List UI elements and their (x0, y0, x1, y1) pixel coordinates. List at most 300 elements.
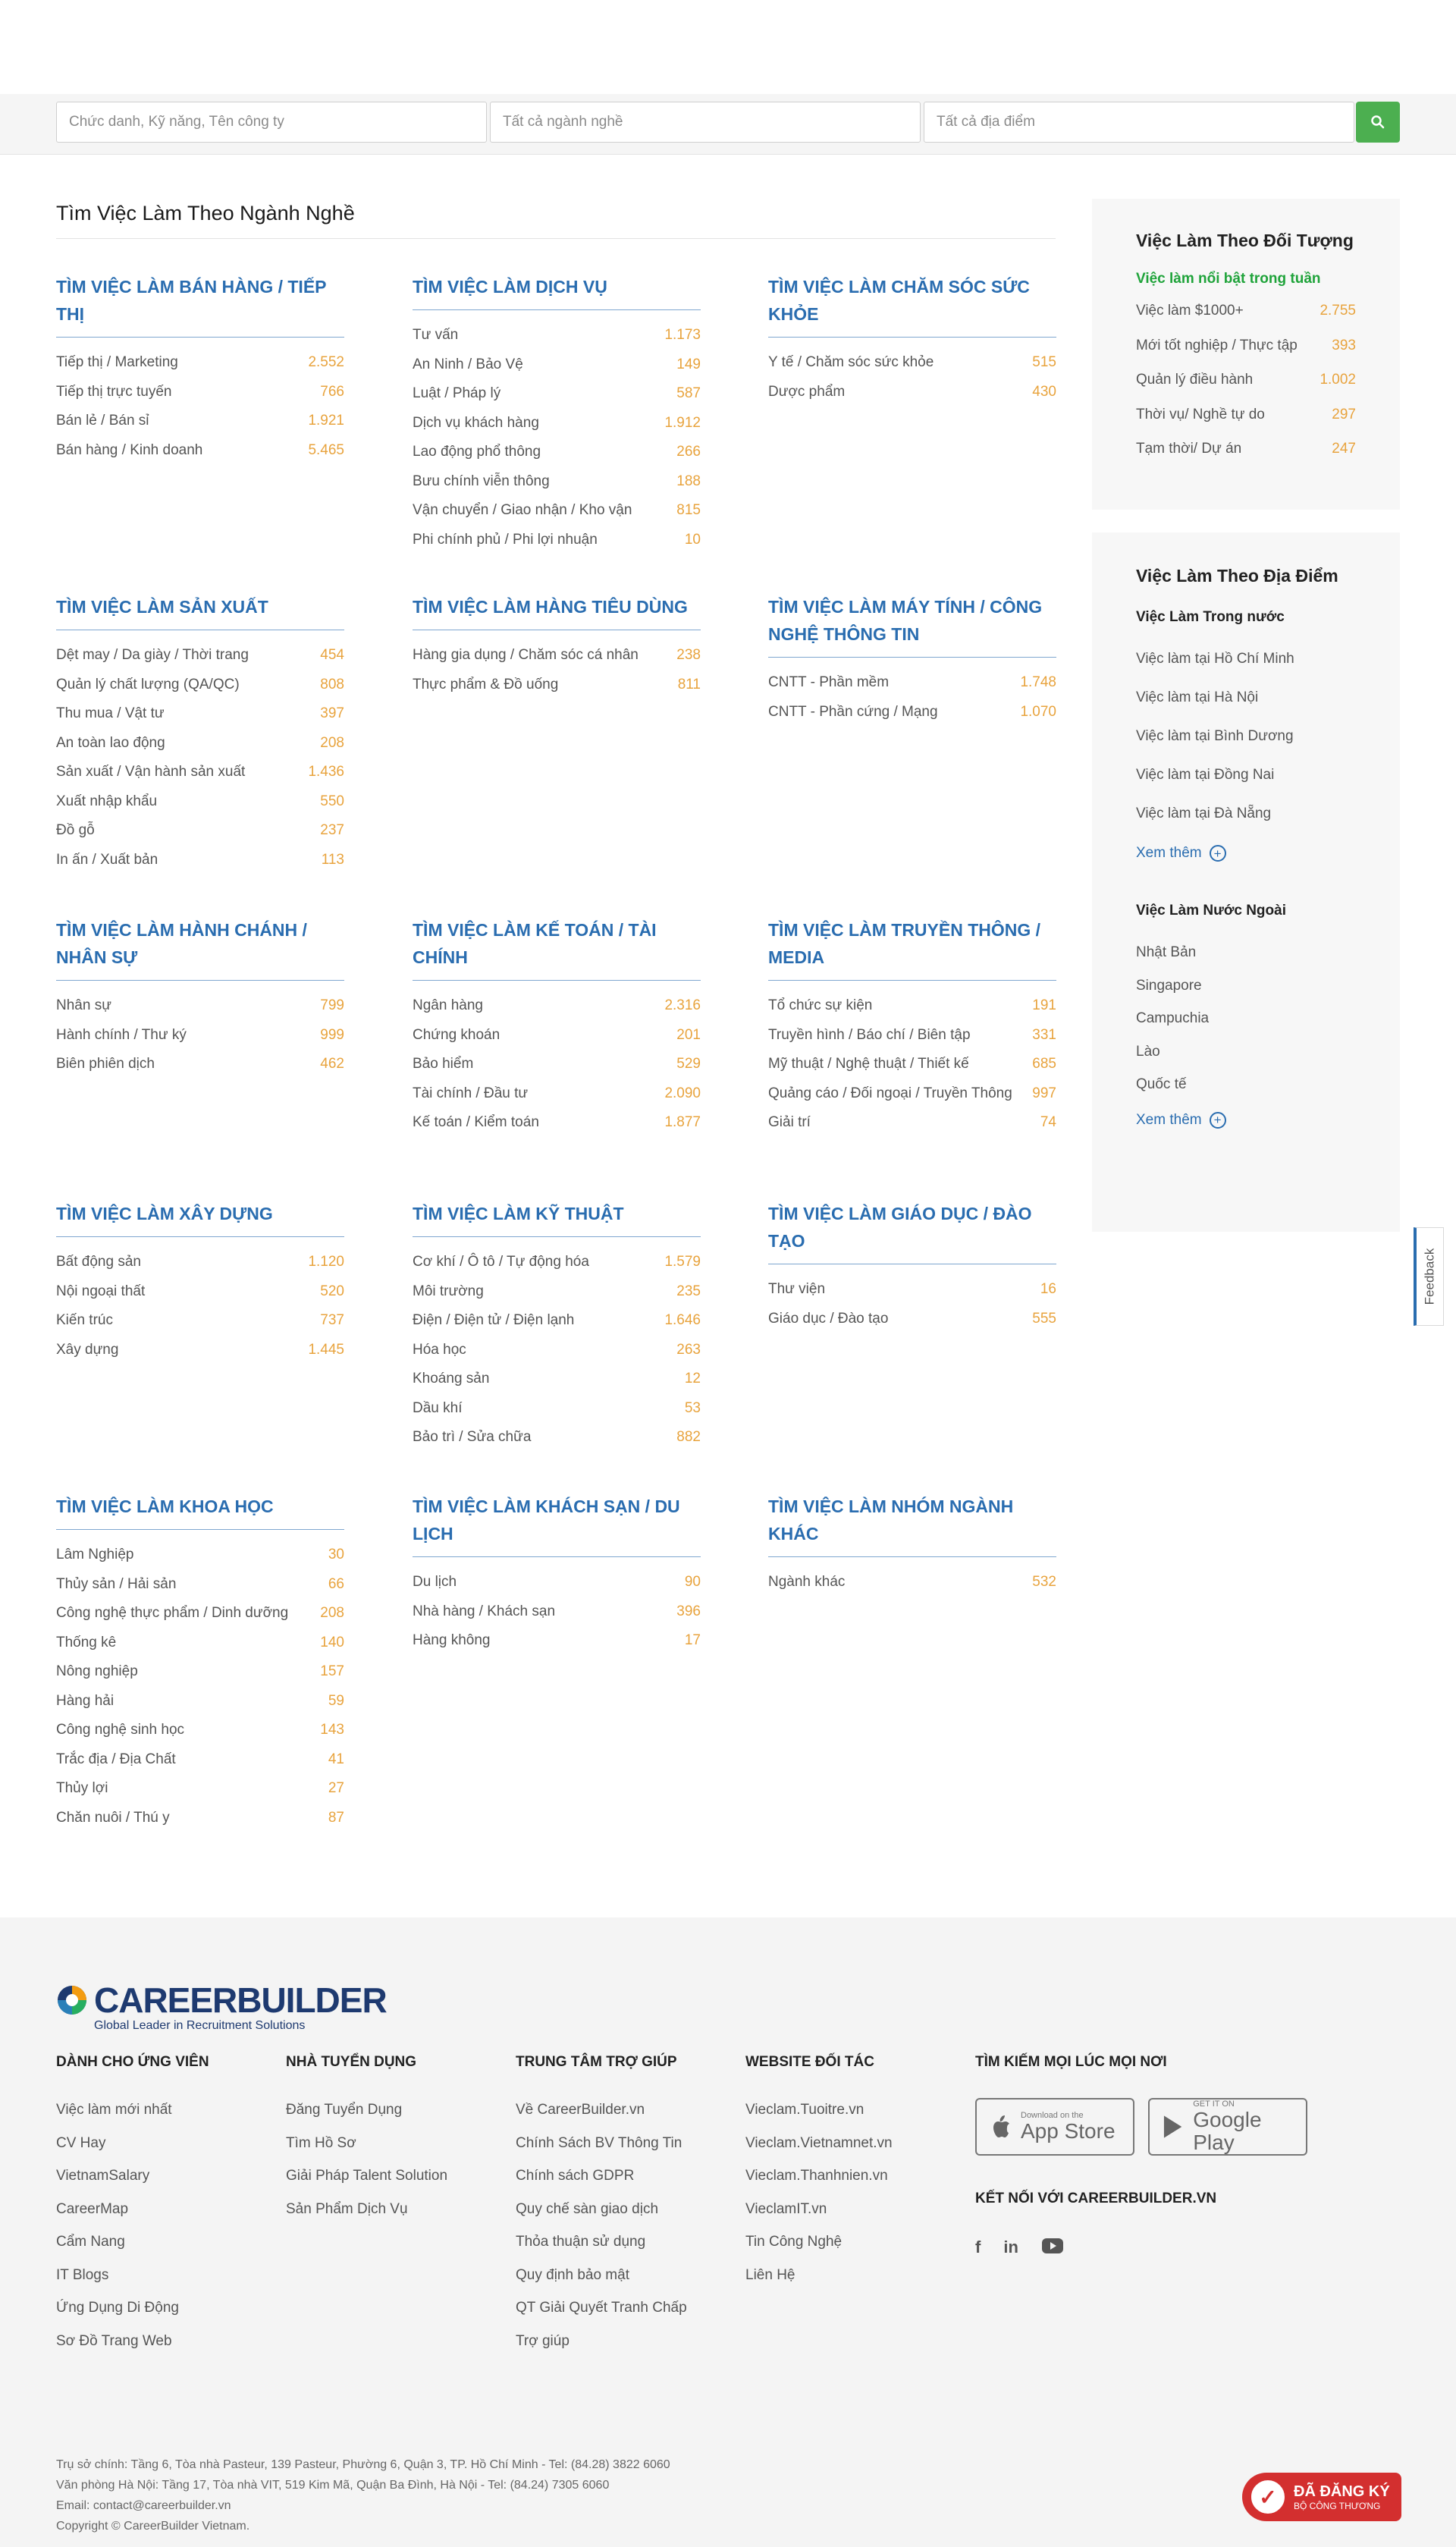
social-links (975, 2238, 1064, 2259)
search-button[interactable] (1356, 102, 1400, 143)
category-item[interactable] (56, 1804, 344, 1833)
target-item-count: 1.002 (1320, 372, 1356, 388)
category-item-count: 30 (328, 1547, 344, 1562)
category-item-name: Hóa học (413, 1341, 466, 1358)
foreign-location-link[interactable]: Nhật Bản (1136, 944, 1197, 960)
category-title[interactable]: TÌM VIỆC LÀM KHÁCH SẠN / DU LỊCH (413, 1496, 680, 1544)
category-item[interactable] (413, 438, 701, 467)
footer-link[interactable]: Quy định bảo mật (516, 2266, 629, 2283)
sidebar-target-title: Việc Làm Theo Đối Tượng (1136, 231, 1354, 250)
category-title[interactable]: TÌM VIỆC LÀM NHÓM NGÀNH KHÁC (768, 1496, 1014, 1544)
foreign-location-link[interactable]: Singapore (1136, 977, 1202, 994)
category-item-count: 1.436 (308, 764, 344, 780)
category-title[interactable]: TÌM VIỆC LÀM HÀNH CHÁNH / NHÂN SỰ (56, 920, 307, 967)
category-item-name: Tiếp thị trực tuyến (56, 383, 172, 400)
category-item[interactable] (413, 496, 701, 526)
footer-link[interactable]: Ứng Dụng Di Động (56, 2300, 179, 2316)
category-item[interactable] (413, 350, 701, 380)
category-item-count: 266 (676, 444, 701, 460)
footer-link[interactable]: QT Giải Quyết Tranh Chấp (516, 2300, 687, 2316)
category-item[interactable] (768, 668, 1056, 698)
target-item[interactable] (1136, 432, 1356, 466)
company-address (56, 2454, 670, 2536)
category-item[interactable] (56, 846, 344, 875)
category-title[interactable]: TÌM VIỆC LÀM SẢN XUẤT (56, 597, 268, 617)
category-item-name: Tư vấn (413, 327, 459, 343)
category-item[interactable] (56, 991, 344, 1021)
foreign-more-link[interactable] (1136, 1112, 1356, 1129)
category-title[interactable]: TÌM VIỆC LÀM BÁN HÀNG / TIẾP THỊ (56, 277, 327, 324)
domestic-title: Việc Làm Trong nước (1136, 609, 1285, 625)
category-item-name: Nhân sự (56, 997, 111, 1013)
category-item-count: 685 (1032, 1056, 1056, 1072)
category-item[interactable] (768, 1021, 1056, 1051)
registered-badge[interactable] (1242, 2473, 1401, 2521)
footer-link[interactable]: Quy chế sàn giao dịch (516, 2200, 659, 2217)
footer-link[interactable]: VieclamIT.vn (745, 2200, 827, 2217)
category-item-count: 811 (677, 676, 701, 692)
category-item-count: 999 (320, 1026, 344, 1043)
category-item[interactable] (413, 641, 701, 671)
category-item-count: 66 (328, 1575, 344, 1592)
footer-link[interactable]: Giải Pháp Talent Solution (286, 2168, 448, 2184)
social-title: KẾT NỐI VỚI CAREERBUILDER.VN (975, 2191, 1217, 2206)
footer-link[interactable]: CareerMap (56, 2200, 129, 2217)
footer-link[interactable]: Cẩm Nang (56, 2234, 125, 2250)
category-item-count: 41 (328, 1751, 344, 1767)
footer-column-title: WEBSITE ĐỐI TÁC (745, 2054, 874, 2070)
category-item-name: Du lịch (413, 1574, 457, 1590)
category-item[interactable] (413, 671, 701, 700)
category-item-name: Khoáng sản (413, 1371, 490, 1387)
search-icon (1370, 115, 1385, 130)
category-item-count: 113 (321, 851, 344, 868)
category-item-count: 10 (684, 531, 701, 548)
category-item-name: Nội ngoại thất (56, 1283, 146, 1299)
category-block (56, 916, 344, 1079)
category-divider (56, 1529, 344, 1530)
category-item[interactable] (413, 467, 701, 497)
category-item-count: 454 (320, 647, 344, 663)
footer-link[interactable]: Vieclam.Tuoitre.vn (745, 2102, 864, 2118)
category-item[interactable] (56, 787, 344, 817)
plus-circle-icon: + (1210, 845, 1226, 862)
domestic-location-link[interactable]: Việc làm tại Hà Nội (1136, 689, 1259, 705)
category-item[interactable] (56, 1657, 344, 1687)
target-item-name: Tạm thời/ Dự án (1136, 441, 1242, 457)
googleplay-small: GET IT ON (1193, 2099, 1235, 2109)
category-item[interactable] (413, 1248, 701, 1277)
category-title[interactable]: TÌM VIỆC LÀM CHĂM SÓC SỨC KHỎE (768, 277, 1030, 324)
category-title[interactable]: TÌM VIỆC LÀM XÂY DỰNG (56, 1204, 273, 1223)
category-item-count: 520 (320, 1283, 344, 1299)
category-item-count: 201 (676, 1026, 701, 1043)
footer-column-title: DÀNH CHO ỨNG VIÊN (56, 2054, 209, 2070)
category-item-name: Trắc địa / Địa Chất (56, 1751, 176, 1767)
category-item-count: 237 (320, 822, 344, 838)
category-item[interactable] (413, 1394, 701, 1424)
category-block (56, 1493, 344, 1833)
footer-link[interactable]: Tìm Hồ Sơ (286, 2134, 356, 2151)
footer-link[interactable]: Đăng Tuyển Dụng (286, 2102, 403, 2118)
category-item[interactable] (413, 1079, 701, 1109)
category-item[interactable] (56, 1306, 344, 1336)
target-list (1136, 294, 1356, 466)
check-icon: ✓ (1248, 2477, 1288, 2517)
domestic-location-link[interactable]: Việc làm tại Đồng Nai (1136, 767, 1275, 783)
category-divider (56, 980, 344, 981)
category-item-name: CNTT - Phần cứng / Mạng (768, 703, 938, 720)
category-item-count: 149 (676, 356, 701, 372)
category-item-count: 808 (320, 676, 344, 692)
address-line: Copyright © CareerBuilder Vietnam. (56, 2520, 250, 2533)
footer-link[interactable]: Sản Phẩm Dịch Vụ (286, 2200, 408, 2217)
category-item-name: CNTT - Phần mềm (768, 674, 890, 690)
category-item[interactable] (413, 1108, 701, 1138)
category-block (413, 593, 701, 699)
category-item-name: Bảo hiểm (413, 1056, 474, 1072)
category-item-name: Quản lý chất lượng (QA/QC) (56, 676, 240, 692)
category-item-name: Ngành khác (768, 1574, 846, 1590)
category-item[interactable] (413, 1597, 701, 1627)
footer-link[interactable]: Chính sách GDPR (516, 2168, 635, 2184)
category-item[interactable] (413, 1277, 701, 1307)
category-item[interactable] (56, 1599, 344, 1628)
category-item[interactable] (768, 348, 1056, 378)
category-item-name: Bán lẻ / Bán sỉ (56, 413, 149, 429)
location-select[interactable]: Tất cả địa điểm (924, 102, 1354, 143)
category-item-count: 2.090 (664, 1085, 701, 1101)
category-item[interactable] (56, 1716, 344, 1745)
category-item-count: 263 (676, 1341, 701, 1358)
category-item[interactable] (768, 1050, 1056, 1079)
category-item-name: Bưu chính viễn thông (413, 473, 550, 489)
category-item[interactable] (768, 378, 1056, 407)
category-item-name: Công nghệ thực phẩm / Dinh dưỡng (56, 1605, 289, 1621)
category-item[interactable] (56, 407, 344, 436)
google-play-button[interactable] (1148, 2098, 1307, 2156)
category-item[interactable] (413, 1021, 701, 1051)
category-item[interactable] (768, 1108, 1056, 1138)
category-block (413, 916, 701, 1138)
industry-select[interactable]: Tất cả ngành nghề (490, 102, 921, 143)
category-item[interactable] (768, 698, 1056, 727)
category-item-count: 140 (320, 1634, 344, 1650)
category-item[interactable] (56, 671, 344, 700)
category-item-count: 529 (676, 1056, 701, 1072)
category-item-name: Chăn nuôi / Thú y (56, 1809, 170, 1826)
category-item[interactable] (56, 1687, 344, 1716)
feedback-tab[interactable] (1414, 1227, 1444, 1326)
category-item[interactable] (56, 1336, 344, 1365)
footer-link[interactable]: Trợ giúp (516, 2332, 570, 2349)
category-item[interactable] (413, 1626, 701, 1656)
category-title[interactable]: TÌM VIỆC LÀM TRUYỀN THÔNG / MEDIA (768, 920, 1041, 967)
category-item-count: 997 (1032, 1085, 1056, 1101)
category-item[interactable] (56, 1628, 344, 1658)
foreign-list (1136, 936, 1356, 1101)
category-item-name: Lao động phổ thông (413, 444, 541, 460)
category-item-count: 27 (328, 1780, 344, 1796)
category-item-count: 90 (684, 1574, 701, 1590)
category-item-count: 532 (1032, 1574, 1056, 1590)
foreign-location-link[interactable]: Lào (1136, 1043, 1160, 1060)
category-title[interactable]: TÌM VIỆC LÀM KỸ THUẬT (413, 1204, 624, 1223)
category-item-count: 462 (320, 1056, 344, 1072)
category-item-name: Vận chuyển / Giao nhận / Kho vận (413, 502, 632, 518)
youtube-icon[interactable] (1041, 2238, 1064, 2259)
more-label: Xem thêm (1136, 845, 1202, 861)
category-item-name: Dược phẩm (768, 383, 846, 400)
foreign-title: Việc Làm Nước Ngoài (1136, 903, 1286, 919)
footer-link[interactable]: IT Blogs (56, 2266, 109, 2283)
category-divider (56, 337, 344, 338)
address-line: Văn phòng Hà Nội: Tầng 17, Tòa nhà VIT, 519 Kim Mã, Quận Ba Đình, Hà Nội - Tel: (84.24) 7305 6060 (56, 2479, 610, 2492)
category-item[interactable] (56, 1021, 344, 1051)
category-item-name: Cơ khí / Ô tô / Tự động hóa (413, 1254, 589, 1270)
category-item[interactable] (56, 378, 344, 407)
category-item-name: Thủy lợi (56, 1780, 108, 1796)
category-item-count: 12 (684, 1371, 701, 1387)
domestic-location-link[interactable]: Việc làm tại Đà Nẵng (1136, 806, 1272, 821)
category-item[interactable] (768, 1275, 1056, 1305)
category-item[interactable] (768, 1305, 1056, 1334)
category-item-count: 587 (676, 385, 701, 401)
category-divider (413, 1236, 701, 1237)
category-item[interactable] (56, 641, 344, 671)
category-item-count: 737 (320, 1312, 344, 1328)
category-item[interactable] (56, 1745, 344, 1775)
app-title: TÌM KIẾM MỌI LÚC MỌI NƠI (975, 2054, 1167, 2070)
category-item-name: Phi chính phủ / Phi lợi nhuận (413, 531, 598, 548)
category-item-name: Xuất nhập khẩu (56, 793, 158, 809)
category-divider (413, 1556, 701, 1557)
category-item[interactable] (56, 729, 344, 758)
category-item-name: An toàn lao động (56, 734, 165, 751)
category-item-count: 191 (1032, 997, 1056, 1013)
category-item-name: Truyền hình / Báo chí / Biên tập (768, 1026, 971, 1043)
category-item[interactable] (413, 1306, 701, 1336)
sidebar-target-box (1092, 199, 1400, 510)
category-item-name: Tổ chức sự kiện (768, 997, 873, 1013)
category-item-name: Luật / Pháp lý (413, 385, 501, 401)
category-item-count: 157 (320, 1663, 344, 1679)
category-item[interactable] (56, 1774, 344, 1804)
footer-link[interactable]: Liên Hệ (745, 2266, 795, 2283)
more-label: Xem thêm (1136, 1111, 1202, 1128)
category-divider (768, 1556, 1056, 1557)
category-item[interactable] (413, 1568, 701, 1597)
category-item-name: Kiến trúc (56, 1312, 113, 1328)
domestic-location-link[interactable]: Việc làm tại Hồ Chí Minh (1136, 651, 1294, 667)
category-item-name: Thống kê (56, 1634, 117, 1650)
category-item[interactable] (413, 1365, 701, 1394)
category-item[interactable] (56, 699, 344, 729)
category-item[interactable] (413, 409, 701, 438)
footer-link[interactable]: Vieclam.Thanhnien.vn (745, 2168, 888, 2184)
category-title[interactable]: TÌM VIỆC LÀM KHOA HỌC (56, 1496, 274, 1516)
domestic-location-link[interactable]: Việc làm tại Bình Dương (1136, 728, 1294, 744)
category-divider (56, 1236, 344, 1237)
category-item-name: Bán hàng / Kinh doanh (56, 441, 203, 458)
category-item-name: Đồ gỗ (56, 822, 95, 838)
category-block (56, 1200, 344, 1365)
footer-link[interactable]: Về CareerBuilder.vn (516, 2102, 645, 2118)
category-item-name: An Ninh / Bảo Vệ (413, 356, 523, 372)
category-item-name: Mỹ thuật / Nghệ thuật / Thiết kế (768, 1056, 969, 1072)
category-title[interactable]: TÌM VIỆC LÀM HÀNG TIÊU DÙNG (413, 597, 688, 617)
category-item-name: Kế toán / Kiểm toán (413, 1114, 539, 1130)
category-item-name: Giải trí (768, 1113, 811, 1130)
foreign-location-link[interactable]: Campuchia (1136, 1010, 1210, 1026)
category-item-count: 53 (684, 1399, 701, 1416)
facebook-icon[interactable]: f (975, 2238, 981, 2256)
footer-column (56, 2054, 276, 2357)
footer-link[interactable]: Chính Sách BV Thông Tin (516, 2134, 682, 2151)
category-block (413, 273, 701, 554)
google-play-icon (1162, 2114, 1184, 2140)
domestic-list (1136, 639, 1356, 833)
category-title[interactable]: TÌM VIỆC LÀM GIÁO DỤC / ĐÀO TẠO (768, 1204, 1032, 1251)
category-item[interactable] (56, 1570, 344, 1600)
target-item[interactable] (1136, 397, 1356, 432)
category-item-count: 1.070 (1020, 703, 1056, 720)
googleplay-big: Google Play (1193, 2108, 1262, 2154)
target-item[interactable] (1136, 294, 1356, 328)
footer-link[interactable]: Vieclam.Vietnamnet.vn (745, 2134, 893, 2151)
category-item-name: Bảo trì / Sửa chữa (413, 1429, 532, 1445)
target-item-count: 247 (1332, 441, 1356, 457)
category-item[interactable] (56, 348, 344, 378)
category-item-count: 1.646 (664, 1312, 701, 1328)
category-item[interactable] (413, 991, 701, 1021)
category-item-name: Dịch vụ khách hàng (413, 414, 539, 431)
category-item[interactable] (413, 379, 701, 409)
category-item[interactable] (56, 436, 344, 466)
footer-link[interactable]: Việc làm mới nhất (56, 2102, 172, 2118)
category-item-count: 188 (676, 473, 701, 489)
category-item-count: 17 (684, 1632, 701, 1648)
category-item-name: Hàng gia dụng / Chăm sóc cá nhân (413, 647, 639, 663)
category-divider (413, 980, 701, 981)
category-item[interactable] (413, 526, 701, 555)
app-store-button[interactable] (975, 2098, 1134, 2156)
category-item-name: Tiếp thị / Marketing (56, 354, 178, 370)
category-item-count: 1.877 (664, 1114, 701, 1130)
category-item[interactable] (768, 1568, 1056, 1597)
category-item[interactable] (768, 991, 1056, 1021)
keyword-input[interactable]: Chức danh, Kỹ năng, Tên công ty (56, 102, 487, 143)
search-bar (0, 94, 1456, 155)
target-item-name: Thời vụ/ Nghề tự do (1136, 406, 1265, 422)
category-block (768, 916, 1056, 1137)
category-item[interactable] (768, 1079, 1056, 1108)
appstore-big: App Store (1021, 2119, 1116, 2143)
category-item-name: Y tế / Chăm sóc sức khỏe (768, 354, 934, 370)
category-item-name: Công nghệ sinh học (56, 1722, 185, 1738)
apple-icon (989, 2113, 1012, 2140)
footer-link[interactable]: Sơ Đồ Trang Web (56, 2332, 172, 2349)
category-title[interactable]: TÌM VIỆC LÀM KẾ TOÁN / TÀI CHÍNH (413, 920, 657, 967)
category-divider (768, 980, 1056, 981)
badge-text: ĐÃ ĐĂNG KÝ (1294, 2483, 1390, 2500)
category-item-name: Môi trường (413, 1283, 484, 1299)
category-item-name: Xây dựng (56, 1341, 119, 1358)
footer-column (516, 2054, 736, 2357)
badge-subtext: BỘ CÔNG THƯƠNG (1294, 2500, 1381, 2511)
category-item-count: 766 (320, 383, 344, 400)
footer-link[interactable]: VietnamSalary (56, 2168, 150, 2184)
category-item[interactable] (413, 1336, 701, 1365)
category-item[interactable] (413, 1050, 701, 1079)
category-item[interactable] (56, 1050, 344, 1079)
category-item-count: 331 (1032, 1026, 1056, 1043)
category-item-name: Dệt may / Da giày / Thời trang (56, 647, 249, 663)
category-item[interactable] (56, 1248, 344, 1277)
sidebar-location-box (1092, 532, 1400, 1232)
target-item-name: Mới tốt nghiệp / Thực tập (1136, 337, 1298, 353)
footer-link[interactable]: Tin Công Nghệ (745, 2234, 843, 2250)
category-item-count: 1.579 (664, 1254, 701, 1270)
category-divider (413, 309, 701, 310)
category-item-count: 396 (676, 1603, 701, 1619)
plus-circle-icon: + (1210, 1112, 1226, 1129)
category-item-count: 235 (676, 1283, 701, 1299)
category-item[interactable] (56, 816, 344, 846)
category-item[interactable] (413, 1423, 701, 1453)
category-item-name: Thu mua / Vật tư (56, 705, 165, 721)
category-title[interactable]: TÌM VIỆC LÀM DỊCH VỤ (413, 277, 607, 297)
category-item-count: 1.912 (664, 414, 701, 431)
foreign-location-link[interactable]: Quốc tế (1136, 1076, 1187, 1092)
target-item[interactable] (1136, 363, 1356, 397)
target-item-count: 297 (1332, 406, 1356, 422)
footer-column (745, 2054, 965, 2291)
category-item-count: 5.465 (308, 441, 344, 458)
appstore-small: Download on the (1021, 2111, 1084, 2120)
category-item-name: Hàng không (413, 1632, 491, 1648)
category-item[interactable] (56, 1277, 344, 1307)
category-title[interactable]: TÌM VIỆC LÀM MÁY TÍNH / CÔNG NGHỆ THÔNG TIN (768, 597, 1043, 644)
category-block (413, 1493, 701, 1656)
category-item-count: 515 (1032, 354, 1056, 370)
category-item-name: Dầu khí (413, 1399, 463, 1416)
featured-jobs-link[interactable]: Việc làm nổi bật trong tuần (1136, 271, 1321, 287)
category-item-count: 16 (1040, 1281, 1056, 1297)
category-item-name: Hàng hải (56, 1692, 115, 1709)
category-divider (768, 337, 1056, 338)
category-item[interactable] (56, 1540, 344, 1570)
domestic-more-link[interactable] (1136, 845, 1356, 862)
feedback-label: Feedback (1422, 1248, 1437, 1305)
category-item-name: Thư viện (768, 1281, 826, 1297)
target-item-count: 393 (1332, 337, 1356, 353)
footer-link[interactable]: CV Hay (56, 2134, 106, 2151)
category-item-name: Biên phiên dịch (56, 1056, 155, 1072)
linkedin-icon[interactable]: in (1003, 2238, 1018, 2256)
footer-column (286, 2054, 506, 2225)
footer-column-title: NHÀ TUYỂN DỤNG (286, 2054, 417, 2070)
category-item-count: 208 (320, 1605, 344, 1621)
category-item-count: 815 (676, 502, 701, 518)
footer-link[interactable]: Thỏa thuận sử dụng (516, 2234, 646, 2250)
category-item[interactable] (413, 321, 701, 350)
address-line: Trụ sở chính: Tầng 6, Tòa nhà Pasteur, 139 Pasteur, Phường 6, Quận 3, TP. Hồ Chí Minh - Tel: (84.28) 3822 6060 (56, 2458, 670, 2471)
category-item-count: 1.748 (1020, 674, 1056, 690)
target-item[interactable] (1136, 328, 1356, 363)
category-item[interactable] (56, 758, 344, 787)
footer-column-title: TRUNG TÂM TRỢ GIÚP (516, 2054, 677, 2070)
